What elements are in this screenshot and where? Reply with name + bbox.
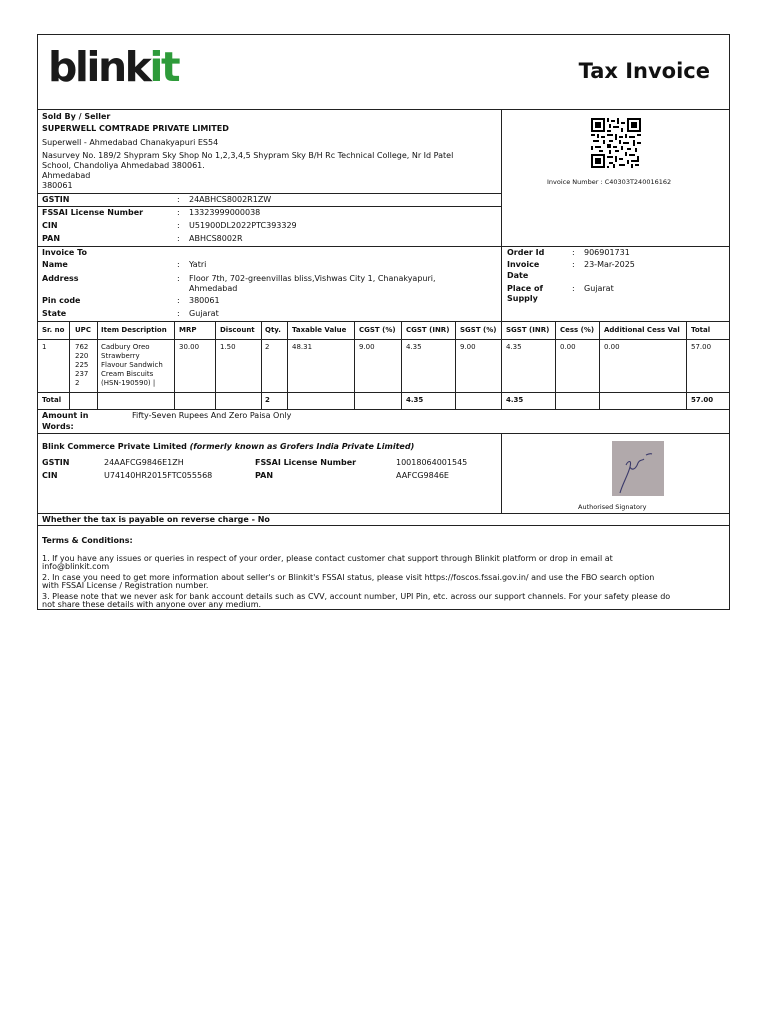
logo-dark-text: blink [48,43,150,91]
blinkit-logo [48,43,179,91]
blink-fssai: 10018064001545 [396,458,468,467]
buyer-address-line1: Floor 7th, 702-greenvillas bliss,Vishwas City 1, Chanakyapuri, [189,274,436,283]
item-upc-5: 2 [75,379,80,387]
seller-gstin: 24ABHCS8002R1ZW [189,195,272,204]
totals-sgst-inr: 4.35 [506,396,524,404]
col-header-cess-pct: Cess (%) [560,326,595,334]
totals-qty: 2 [265,396,270,404]
buyer-pin-label: Pin code [42,296,81,305]
seller-gstin-label: GSTIN [42,195,70,204]
seller-cin-label: CIN [42,221,58,230]
terms-line-2a: 2. In case you need to get more information about seller's or Blinkit's FSSAI status, please visit https://foscos.fssai.gov.in/ and use the FBO search option [42,573,655,582]
seller-address-line2: School, Chandoliya Ahmedabad 380061. [42,161,205,170]
buyer-name: Yatri [189,260,207,269]
terms-line-3a: 3. Please note that we never ask for bank account details such as CVV, account number, UPI Pin, etc. across our support channels. For your safety please do [42,592,671,601]
order-id: 906901731 [584,248,630,257]
item-cgst-inr: 4.35 [406,343,422,351]
buyer-state: Gujarat [189,309,219,318]
colon: : [177,260,180,269]
amount-words-value: Fifty-Seven Rupees And Zero Paisa Only [132,411,292,420]
col-header-sr: Sr. no [42,326,65,334]
colon: : [177,234,180,243]
col-header-taxable: Taxable Value [292,326,347,334]
amount-words-label-2: Words: [42,422,74,431]
item-desc-2: Strawberry [101,352,140,360]
logo-green-text: it [149,43,179,91]
col-header-upc: UPC [75,326,91,334]
blink-commerce-formerly: (formerly known as Grofers India Private Limited) [189,442,415,451]
blink-fssai-label: FSSAI License Number [255,458,357,467]
blink-pan-label: PAN [255,471,274,480]
item-desc-5: (HSN-190590) | [101,379,156,387]
seller-store: Superwell - Ahmedabad Chanakyapuri ES54 [42,138,219,147]
order-id-label: Order Id [507,248,545,257]
seller-cin: U51900DL2022PTC393329 [189,221,297,230]
terms-line-1b: info@blinkit.com [42,562,110,571]
blink-cin-label: CIN [42,471,58,480]
colon: : [572,248,575,257]
blink-gstin-label: GSTIN [42,458,70,467]
blink-pan: AAFCG9846E [396,471,449,480]
item-cgst-pct: 9.00 [359,343,375,351]
place-of-supply: Gujarat [584,284,614,293]
buyer-name-label: Name [42,260,68,269]
terms-line-1a: 1. If you have any issues or queries in respect of your order, please contact customer chat support through Blinkit platform or drop in email at [42,554,613,563]
buyer-heading: Invoice To [42,248,87,257]
buyer-pin: 380061 [189,296,220,305]
seller-heading: Sold By / Seller [42,112,111,121]
invoice-page [37,34,730,610]
seller-city: Ahmedabad [42,171,91,180]
item-qty: 2 [265,343,270,351]
item-upc-3: 225 [75,361,89,369]
item-desc-4: Cream Biscuits [101,370,154,378]
item-desc-3: Flavour Sandwich [101,361,163,369]
col-header-discount: Discount [220,326,255,334]
item-taxable: 48.31 [292,343,313,351]
colon: : [177,296,180,305]
invoice-number: Invoice Number : C40303T240016162 [547,178,672,186]
col-header-desc: Item Description [101,326,167,334]
invoice-date-label-2: Date [507,271,529,280]
totals-total: 57.00 [691,396,714,404]
seller-address-line1: Nasurvey No. 189/2 Shypram Sky Shop No 1,2,3,4,5 Shypram Sky B/H Rc Technical College, Nr Id Patel [42,151,454,160]
seller-fssai: 13323999000038 [189,208,261,217]
col-header-qty: Qty. [265,326,281,334]
invoice-date: 23-Mar-2025 [584,260,635,269]
page-title: Tax Invoice [578,59,710,83]
seller-pincode: 380061 [42,181,73,190]
seller-company: SUPERWELL COMTRADE PRIVATE LIMITED [42,124,229,133]
col-header-add-cess: Additional Cess Val [604,326,680,334]
col-header-total: Total [691,326,711,334]
item-upc-2: 220 [75,352,89,360]
colon: : [572,260,575,269]
totals-cgst-inr: 4.35 [406,396,424,404]
reverse-charge-note: Whether the tax is payable on reverse charge - No [42,515,270,524]
totals-label: Total [42,396,62,404]
item-add-cess: 0.00 [604,343,620,351]
item-sgst-inr: 4.35 [506,343,522,351]
buyer-address-line2: Ahmedabad [189,284,238,293]
item-sr: 1 [42,343,47,351]
buyer-state-label: State [42,309,67,318]
invoice-date-label-1: Invoice [507,260,540,269]
item-discount: 1.50 [220,343,236,351]
col-header-sgst-inr: SGST (INR) [506,326,550,334]
item-cess-pct: 0.00 [560,343,576,351]
col-header-mrp: MRP [179,326,197,334]
place-label-2: Supply [507,294,538,303]
terms-line-2b: with FSSAI License / Registration number. [42,581,209,590]
terms-heading: Terms & Conditions: [42,536,133,545]
buyer-address-label: Address [42,274,79,283]
item-upc-1: 762 [75,343,89,351]
authorised-signatory: Authorised Signatory [578,503,647,511]
item-total: 57.00 [691,343,712,351]
seller-pan-label: PAN [42,234,61,243]
col-header-sgst-pct: SGST (%) [460,326,497,334]
terms-line-3b: not share these details with anyone over any medium. [42,600,262,609]
seller-fssai-label: FSSAI License Number [42,208,144,217]
qr-code-icon [591,118,641,168]
item-upc-4: 237 [75,370,89,378]
signature-image [612,441,664,496]
item-mrp: 30.00 [179,343,200,351]
colon: : [177,208,180,217]
seller-pan: ABHCS8002R [189,234,243,243]
blink-gstin: 24AAFCG9846E1ZH [104,458,184,467]
amount-words-label-1: Amount in [42,411,89,420]
colon: : [177,221,180,230]
colon: : [177,195,180,204]
col-header-cgst-inr: CGST (INR) [406,326,450,334]
blink-commerce-name: Blink Commerce Private Limited [42,442,187,451]
colon: : [572,284,575,293]
place-label-1: Place of [507,284,543,293]
blink-cin: U74140HR2015FTC055568 [104,471,213,480]
colon: : [177,309,180,318]
col-header-cgst-pct: CGST (%) [359,326,396,334]
colon: : [177,274,180,283]
item-sgst-pct: 9.00 [460,343,476,351]
item-desc-1: Cadbury Oreo [101,343,150,351]
blink-commerce-heading [42,442,414,452]
